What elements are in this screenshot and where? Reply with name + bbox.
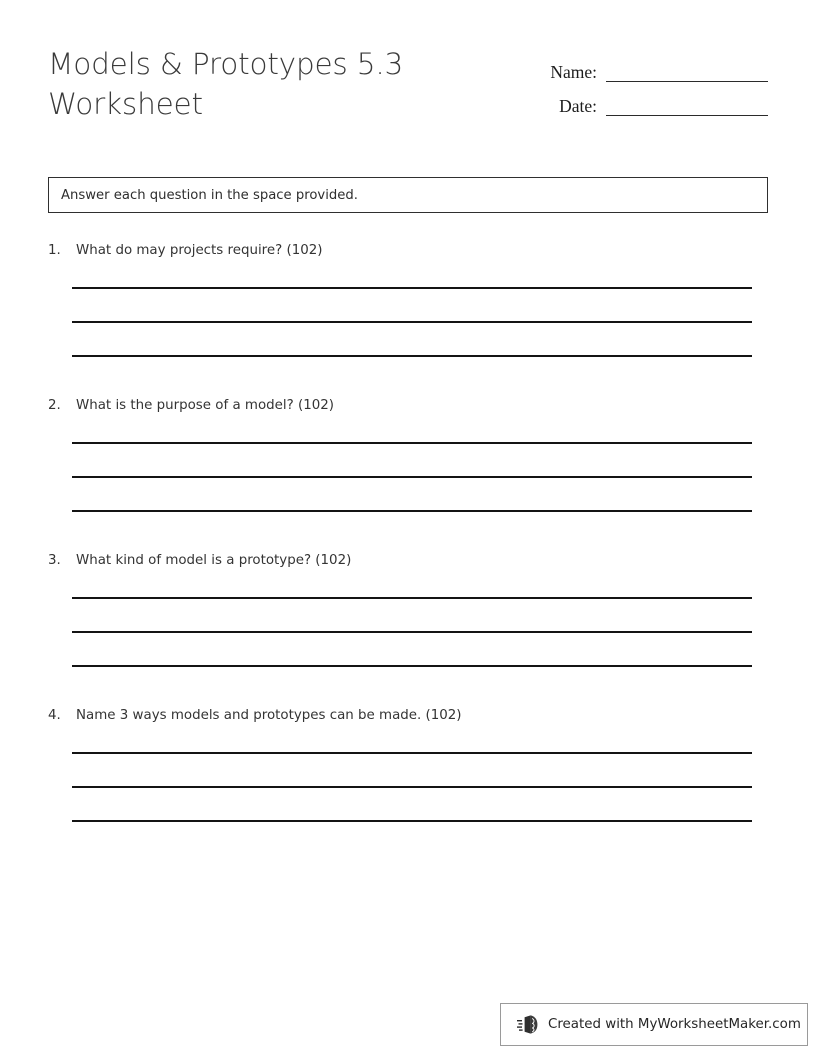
question-item-4 <box>48 708 768 863</box>
instructions-box <box>48 177 768 213</box>
question-number-3: 3. <box>48 553 61 568</box>
page-title-line-1: Models & Prototypes 5.3 <box>48 47 404 81</box>
answer-line[interactable] <box>72 786 752 820</box>
created-with-badge-text: Created with MyWorksheetMaker.com <box>548 1017 801 1032</box>
answer-line[interactable] <box>72 665 752 699</box>
name-label: Name: <box>550 62 597 82</box>
date-row <box>498 84 768 118</box>
answer-area-3[interactable] <box>72 597 752 699</box>
answer-line[interactable] <box>72 442 752 476</box>
question-number-2: 2. <box>48 398 61 413</box>
answer-area-2[interactable] <box>72 442 752 544</box>
question-item-3 <box>48 553 768 708</box>
question-text-1: What do may projects require? (102) <box>76 243 323 258</box>
answer-line[interactable] <box>72 597 752 631</box>
name-date-block <box>498 50 768 118</box>
answer-line[interactable] <box>72 752 752 786</box>
answer-line[interactable] <box>72 510 752 544</box>
page-title-line-2: Worksheet <box>48 87 203 121</box>
date-input-line[interactable] <box>606 114 768 116</box>
answer-line[interactable] <box>72 820 752 854</box>
answer-area-4[interactable] <box>72 752 752 854</box>
worksheet-maker-logo-icon <box>517 1013 539 1037</box>
name-row <box>498 50 768 84</box>
question-text-3: What kind of model is a prototype? (102) <box>76 553 352 568</box>
question-heading-1 <box>48 243 768 265</box>
question-heading-4 <box>48 708 768 730</box>
page-header <box>48 44 768 144</box>
question-heading-3 <box>48 553 768 575</box>
question-number-1: 1. <box>48 243 61 258</box>
question-text-4: Name 3 ways models and prototypes can be made. (102) <box>76 708 462 723</box>
question-item-1 <box>48 243 768 398</box>
question-item-2 <box>48 398 768 553</box>
created-with-badge[interactable] <box>500 1003 808 1046</box>
answer-line[interactable] <box>72 355 752 389</box>
answer-line[interactable] <box>72 287 752 321</box>
instructions-text: Answer each question in the space provided. <box>61 187 358 203</box>
answer-line[interactable] <box>72 631 752 665</box>
questions-list <box>48 243 768 863</box>
question-number-4: 4. <box>48 708 61 723</box>
name-input-line[interactable] <box>606 80 768 82</box>
answer-area-1[interactable] <box>72 287 752 389</box>
question-text-2: What is the purpose of a model? (102) <box>76 398 334 413</box>
question-heading-2 <box>48 398 768 420</box>
page-title <box>48 44 488 124</box>
answer-line[interactable] <box>72 321 752 355</box>
date-label: Date: <box>559 96 597 116</box>
answer-line[interactable] <box>72 476 752 510</box>
